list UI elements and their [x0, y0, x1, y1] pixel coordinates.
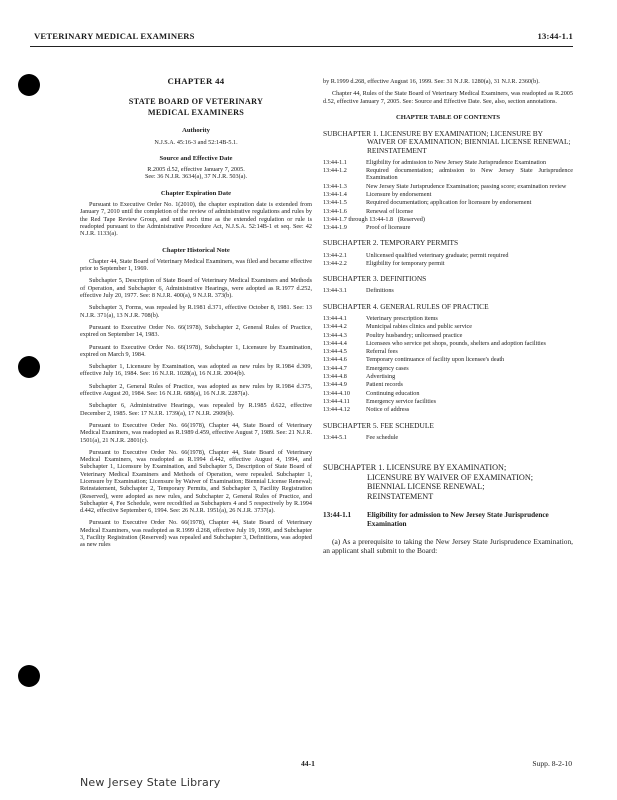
history-paragraph: Subchapter 3, Forms, was repealed by R.1981 d.371, effective October 8, 1981. See: 13 N.J.R. 371(a), 13 N.J.R. 708(b). — [80, 304, 312, 319]
toc-subchapter-title: SUBCHAPTER 5. FEE SCHEDULE — [323, 420, 434, 430]
toc-entry-number: 13:44-2.1 — [323, 251, 347, 259]
section-title: Eligibility for admission to New Jersey State Jurisprudence Examination — [367, 511, 549, 529]
toc-subchapter — [323, 239, 573, 267]
subchapter-heading-line: BIENNIAL LICENSE RENEWAL; — [367, 482, 485, 492]
toc-entry-number: 13:44-4.6 — [323, 356, 347, 364]
chapter-title — [80, 96, 312, 118]
toc-entry-title: Eligibility for temporary permit — [366, 259, 445, 267]
toc-entry-number: 13:44-1.4 — [323, 190, 347, 198]
binder-hole-bottom — [18, 665, 40, 687]
toc-entry-number: 13:44-4.8 — [323, 373, 347, 381]
toc-entry[interactable] — [323, 340, 573, 347]
toc-entry[interactable] — [323, 260, 573, 267]
subchapter-heading-line: REINSTATEMENT — [367, 491, 434, 501]
toc-entry-title: Notice of address — [366, 406, 410, 414]
table-of-contents-heading: CHAPTER TABLE OF CONTENTS — [395, 113, 501, 121]
table-of-contents — [323, 130, 573, 441]
history-paragraph: Pursuant to Executive Order No. 66(1978), Chapter 44, State Board of Veterinary Medical Examiners, was readopted as R.1989 d.459, effective August 7, 1989. See: 21 N.J.R. 1501(a), 21 N.J.R. 2801(c). — [80, 421, 312, 444]
history-paragraph: Pursuant to Executive Order No. 66(1978), Subchapter 2, General Rules of Practice, expired on September 14, 1983. — [80, 323, 312, 339]
authority-heading: Authority — [182, 127, 210, 135]
toc-entry-number: 13:44-1.2 — [323, 167, 347, 175]
toc-entry-number: 13:44-1.5 — [323, 199, 347, 207]
toc-entry-number: 13:44-5.1 — [323, 433, 347, 441]
chapter-title-line1: STATE BOARD OF VETERINARY — [128, 97, 264, 107]
expiration-heading: Chapter Expiration Date — [160, 189, 232, 197]
toc-entry[interactable] — [323, 365, 573, 372]
toc-entry-number: 13:44-1.9 — [323, 224, 347, 232]
chapter-title-line2: MEDICAL EXAMINERS — [147, 108, 245, 118]
toc-entry[interactable] — [323, 434, 573, 441]
toc-entry[interactable] — [323, 381, 573, 388]
toc-entry[interactable] — [323, 199, 573, 206]
toc-entry-title: Continuing education — [366, 389, 420, 397]
toc-entry-title: Temporary continuance of facility upon licensee's death — [366, 356, 505, 364]
toc-entry-number: 13:44-1.6 — [323, 207, 347, 215]
toc-entry-number: 13:44-4.5 — [323, 348, 347, 356]
toc-entry-number: 13:44-4.7 — [323, 364, 347, 372]
source-heading: Source and Effective Date — [159, 154, 233, 162]
page-number: 44-1 — [301, 759, 315, 768]
history-paragraph: Subchapter 1, Licensure by Examination, was adopted as new rules by R.1984 d.309, effective July 16, 1984. See: 16 N.J.R. 1028(a), 16 N.J.R. 2004(b). — [80, 363, 312, 378]
toc-entry-title: Referral fees — [366, 348, 398, 356]
history-paragraph: Chapter 44, State Board of Veterinary Medical Examiners, was filed and became effective prior to September 1, 1969. — [80, 257, 312, 273]
readoption-note: Chapter 44, Rules of the State Board of Veterinary Medical Examiners, was readopted as R.2005 d.52, effective January 7, 2005. See: Source and Effective Date. See, also, section annotations. — [323, 90, 573, 105]
toc-entry[interactable] — [323, 406, 573, 413]
toc-entry[interactable] — [323, 373, 573, 380]
chapter-number: CHAPTER 44 — [167, 76, 225, 86]
source-text — [80, 166, 312, 181]
toc-entry-title: Emergency cases — [366, 364, 409, 372]
history-continued: by R.1999 d.268, effective August 16, 1999. See: 31 N.J.R. 1280(a), 31 N.J.R. 2360(b). — [323, 78, 540, 85]
toc-entry[interactable] — [323, 287, 573, 294]
toc-entry[interactable] — [323, 159, 573, 166]
toc-subchapter-title: SUBCHAPTER 4. GENERAL RULES OF PRACTICE — [323, 301, 489, 311]
right-column — [323, 78, 573, 560]
subchapter-heading-line: SUBCHAPTER 1. LICENSURE BY EXAMINATION; — [323, 463, 507, 473]
supplement-date: Supp. 8-2-10 — [532, 759, 572, 768]
toc-subchapter-title: SUBCHAPTER 3. DEFINITIONS — [323, 274, 427, 284]
toc-entry[interactable] — [323, 348, 573, 355]
toc-entry-title: Renewal of license — [366, 207, 414, 215]
toc-entry-number: 13:44-2.2 — [323, 259, 347, 267]
toc-subchapter — [323, 275, 573, 295]
source-line1: R.2005 d.52, effective January 7, 2005. — [147, 166, 245, 174]
authority-text: N.J.S.A. 45:16-3 and 52:14B-5.1. — [154, 138, 238, 146]
toc-entry-number: 13:44-1.7 through 13:44-1.8 — [323, 215, 394, 223]
toc-entry[interactable] — [323, 167, 573, 182]
toc-entry-number: 13:44-4.4 — [323, 339, 347, 347]
toc-entry[interactable] — [323, 252, 573, 259]
toc-entry-title: Patient records — [366, 381, 403, 389]
toc-entry-number: 13:44-4.1 — [323, 314, 347, 322]
history-paragraph: Pursuant to Executive Order No. 66(1978), Chapter 44, State Board of Veterinary Medical Examiners, was readopted as R.1999 d.268, effective July 19, 1999, and Subchapter 3, Facility Registration (Reserved) was repealed and Subchapter 3, Definitions, was adopted as new rules — [80, 519, 312, 549]
binder-hole-top — [18, 74, 40, 96]
library-stamp: New Jersey State Library — [80, 776, 221, 789]
toc-entry-number: 13:44-1.3 — [323, 182, 347, 190]
toc-entry[interactable] — [323, 224, 573, 231]
toc-entry-title: Municipal rabies clinics and public service — [366, 323, 473, 331]
toc-entry-title: Fee schedule — [366, 433, 399, 441]
toc-entry-title: Licensure by endorsement — [366, 190, 432, 198]
toc-subchapter — [323, 422, 573, 442]
toc-entry-number: 13:44-4.2 — [323, 323, 347, 331]
toc-entry[interactable] — [323, 216, 573, 223]
toc-subchapter — [323, 130, 573, 231]
toc-entry[interactable] — [323, 208, 573, 215]
toc-entry-title: Unlicensed qualified veterinary graduate; permit required — [366, 251, 509, 259]
toc-subchapter — [323, 303, 573, 414]
toc-entry[interactable] — [323, 323, 573, 330]
toc-entry-title: New Jersey State Jurisprudence Examination; passing score; examination review — [366, 182, 567, 190]
left-column — [80, 78, 312, 554]
section-paragraph: (a) As a prerequisite to taking the New Jersey State Jurisprudence Examination, an applicant shall submit to the Board: — [323, 537, 573, 556]
history-heading: Chapter Historical Note — [162, 246, 230, 254]
toc-entry[interactable] — [323, 191, 573, 198]
toc-entry-number: 13:44-4.3 — [323, 331, 347, 339]
history-paragraph: Subchapter 5, Description of State Board of Veterinary Medical Examiners and Methods of Operation, and Subchapter 6, Administrative Hearings, were adopted as R.1977 d.252, effective July 20, 1977. See: 8 N.J.R. 400(a), 9 N.J.R. 373(b). — [80, 277, 312, 300]
running-header — [30, 31, 573, 45]
toc-entry-title: Veterinary prescription items — [366, 314, 438, 322]
toc-entry-number: 13:44-4.12 — [323, 406, 350, 414]
binder-hole-middle — [18, 356, 40, 378]
header-title: VETERINARY MEDICAL EXAMINERS — [34, 31, 195, 41]
header-section-number: 13:44-1.1 — [537, 31, 573, 41]
toc-entry[interactable] — [323, 356, 573, 363]
toc-entry-title: Eligibility for admission to New Jersey State Jurisprudence Examination — [366, 158, 547, 166]
toc-entry-number: 13:44-1.1 — [323, 158, 347, 166]
toc-entry-title: Advertising — [366, 373, 396, 381]
header-rule — [30, 46, 573, 47]
subchapter-heading-line: LICENSURE BY WAIVER OF EXAMINATION; — [367, 472, 534, 482]
toc-entry-title: Required documentation; application for licensure by endorsement — [366, 199, 532, 207]
toc-entry-title: Licensees who service pet shops, pounds, shelters and adoption facilities — [366, 339, 546, 347]
source-line2: See: 36 N.J.R. 3634(a), 37 N.J.R. 503(a). — [144, 173, 248, 181]
history-paragraph: Pursuant to Executive Order No. 66(1978), Subchapter 1, Licensure by Examination, expired on March 9, 1984. — [80, 343, 312, 358]
toc-entry-number: 13:44-4.10 — [323, 389, 350, 397]
toc-entry-title: Poultry husbandry; unlicensed practice — [366, 331, 463, 339]
toc-entry-title: Required documentation; admission to New Jersey State Jurisprudence Examination — [366, 167, 573, 182]
section-number: 13:44-1.1 — [323, 511, 352, 520]
history-paragraph: Pursuant to Executive Order No. 66(1978), Chapter 44, State Board of Veterinary Medical Examiners, was readopted as R.1994 d.442, effective August 4, 1994, and Subchapter 1, Licensure by Examination, and Subchapter 5, Description of State Board of Veterinary Medical Examiners and Methods of Operation, were repealed. Subchapter 1, Licensure by Examination; Licensure by Waiver of Examination; Biennial License Renewal; Reinstatement, Subchapter 2, Temporary Permits, and Subchapter 3, Facility Registration (Reserved), were adopted as new rules, and Subchapter 2, General Rules of Practice, and Subchapter 4, Fee Schedule, were recodified as Subchapters 4 and 5 respectively by R.1994 d.442, effective September 6, 1994. See: 26 N.J.R. 1951(a), 26 N.J.R. 3737(a). — [80, 448, 312, 515]
section-heading — [323, 511, 573, 529]
toc-entry[interactable] — [323, 390, 573, 397]
toc-entry[interactable] — [323, 332, 573, 339]
toc-entry[interactable] — [323, 315, 573, 322]
toc-subchapter-title: SUBCHAPTER 2. TEMPORARY PERMITS — [323, 238, 459, 248]
history-paragraph: Subchapter 6, Administrative Hearings, was repealed by R.1985 d.622, effective December 2, 1985. See: 17 N.J.R. 1739(a), 17 N.J.R. 2909(b). — [80, 402, 312, 417]
toc-entry-number: 13:44-3.1 — [323, 287, 347, 295]
toc-entry-title: Emergency service facilities — [366, 397, 436, 405]
toc-entry-number: 13:44-4.11 — [323, 397, 350, 405]
toc-entry[interactable] — [323, 183, 573, 190]
history-notes — [80, 258, 312, 549]
toc-entry-title: Definitions — [366, 287, 394, 295]
toc-subchapter-title: SUBCHAPTER 1. LICENSURE BY EXAMINATION; LICENSURE BY WAIVER OF EXAMINATION; BIENNIAL LICENSE RENEWAL; REINSTATEMENT — [323, 129, 571, 155]
subchapter-1-heading — [323, 463, 573, 501]
expiration-text: Pursuant to Executive Order No. 1(2010), the chapter expiration date is extended from January 7, 2010 until the completion of the review of administrative regulations and rules by the Red Tape Review Group, and until such time as the extended regulation or rule is readopted pursuant to the Administrative Procedure Act, N.J.S.A. 52:14B-1 et seq. See: 42 N.J.R. 1133(a). — [80, 201, 312, 238]
toc-entry-title: (Reserved) — [397, 215, 425, 223]
history-paragraph: Subchapter 2, General Rules of Practice, was adopted as new rules by R.1984 d.375, effective August 20, 1984. See: 16 N.J.R. 688(a), 16 N.J.R. 2287(a). — [80, 382, 312, 398]
toc-entry-title: Proof of licensure — [366, 224, 411, 232]
toc-entry-number: 13:44-4.9 — [323, 381, 347, 389]
toc-entry[interactable] — [323, 398, 573, 405]
